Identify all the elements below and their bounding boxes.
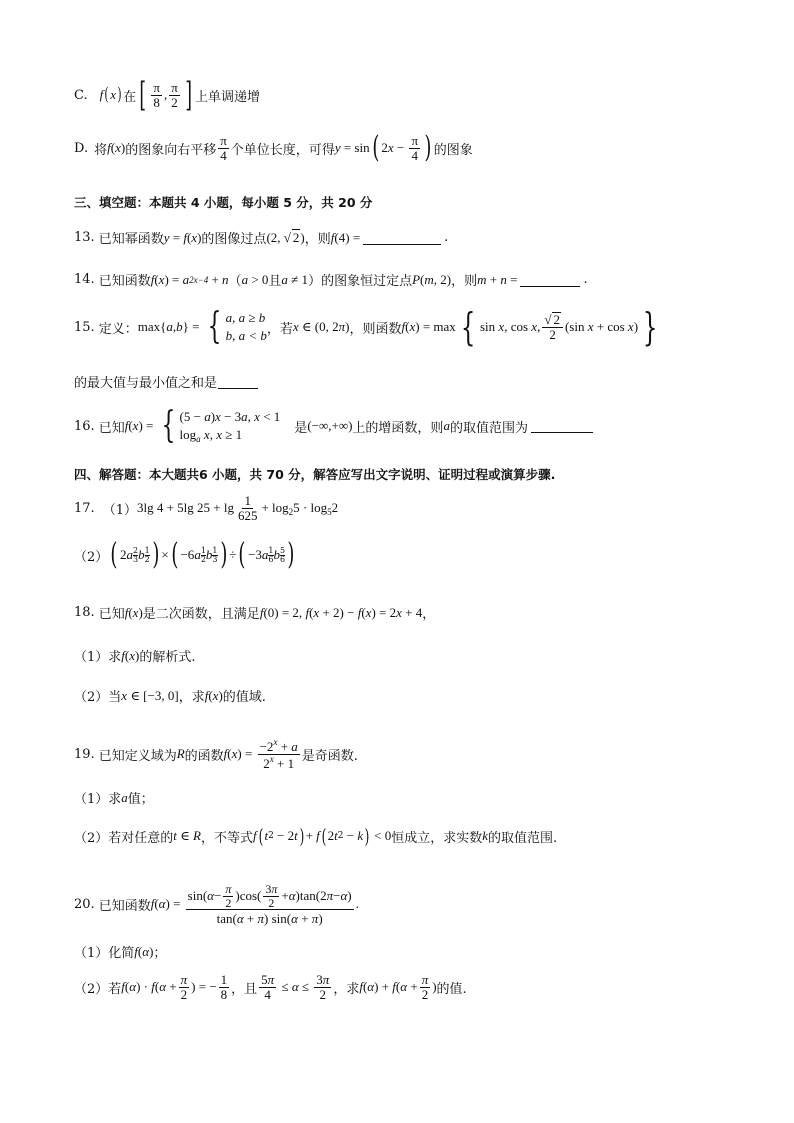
question-20-part1: （1）化简 f ( α ) ； <box>74 943 167 961</box>
section-3-title: 三、填空题：本题共 4 小题，每小题 5 分，共 20 分 <box>74 195 373 210</box>
question-19: 19. 已知定义域为 R 的函数 f ( x ) = $\frac{-2^x + a}{2^x + 1}$ 是奇函数. <box>74 737 358 771</box>
option-d: D. 将 f ( x ) 的图象向右平移 $\frac{\pi}{4}$ 个单位长度，可得 y = sin ( 2 x − $\frac{\pi}{4}$ ) 的图象 <box>74 130 473 165</box>
question-20-part2: （2）若 f ( α ) · f ( α + $\frac{\pi}{2}$ ) = − $\frac{1}{8}$ ，且 $\frac{5\pi}{4}$ ≤ α ≤ $\frac{3\pi}{2}$ ，求 f ( α ) + f ( α + $\frac{\pi}{2}$ ) 的值. <box>74 972 467 1002</box>
question-19-part2: （2）若对任意的 t ∈ R ，不等式 f ( t 2 − 2 t ) + f ( 2 t 2 − k ) < 0 恒成立，求实数 k 的取值范围. <box>74 824 558 848</box>
option-c: C. f ( x ) 在 [ $\frac{\pi}{8}$ , $\frac{\pi}{2}$ ] 上单调递增 <box>74 75 261 115</box>
question-16: 16. 已知 f ( x ) = { (5 − a)x − 3a, x < 1 $\log_a x$, x ≥ 1 是 (−∞,+∞) 上的增函数，则 a 的取值范围为 <box>74 408 734 445</box>
question-17-part2: （2） ( 2 a 2 3 b 1 2 ) × ( −6 a 1 2 b 1 3 ) ÷ ( −3 a 1 6 b 5 6 ) <box>74 537 295 572</box>
question-17-part1: 17. （1） 3lg 4 + 5lg 25 + lg $\frac{1}{625}$ + $\log_25 \cdot \log_52$ <box>74 493 339 523</box>
question-20: 20. 已知函数 f ( α ) = sin( α − $\frac{\pi}{2}$ )cos( $\frac{3\pi}{2}$ + α )tan(2 π − α ) tan(α + π) sin(α + π) . <box>74 882 359 927</box>
question-18: 18. 已知 f ( x ) 是二次函数，且满足 f (0) = 2, f ( x + 2) − f ( x ) = 2 x + 4 ， <box>74 604 436 622</box>
section-4-title: 四、解答题：本大题共6 小题，共 70 分，解答应写出文字说明、证明过程或演算步骤. <box>74 467 556 482</box>
question-18-part2: （2）当 x ∈ [−3, 0] ，求 f ( x ) 的值域. <box>74 687 266 705</box>
question-18-part1: （1）求 f ( x ) 的解析式. <box>74 647 196 665</box>
question-15: 15. 定义： max { a , b } = { a, a ≥ b b, a < b ，若 x ∈ (0, 2 π ) ，则函数 f ( x ) = max { sin x , cos x , $\frac{√ 2}{2}$ (sin x + cos x ) } <box>74 305 658 349</box>
question-15-line2: 的最大值与最小值之和是 <box>74 372 734 391</box>
question-13: 13. 已知幂函数 y = f ( x ) 的图像过点 (2, √ 2 ) ，则 f (4) = . <box>74 229 449 247</box>
question-19-part1: （1）求 a 值； <box>74 789 154 807</box>
question-14: 14. 已知函数 f ( x ) = a 2x−4 + n （ a > 0 且 a ≠ 1 ）的图象恒过定点 P ( m , 2) ，则 m + n = . <box>74 271 588 289</box>
